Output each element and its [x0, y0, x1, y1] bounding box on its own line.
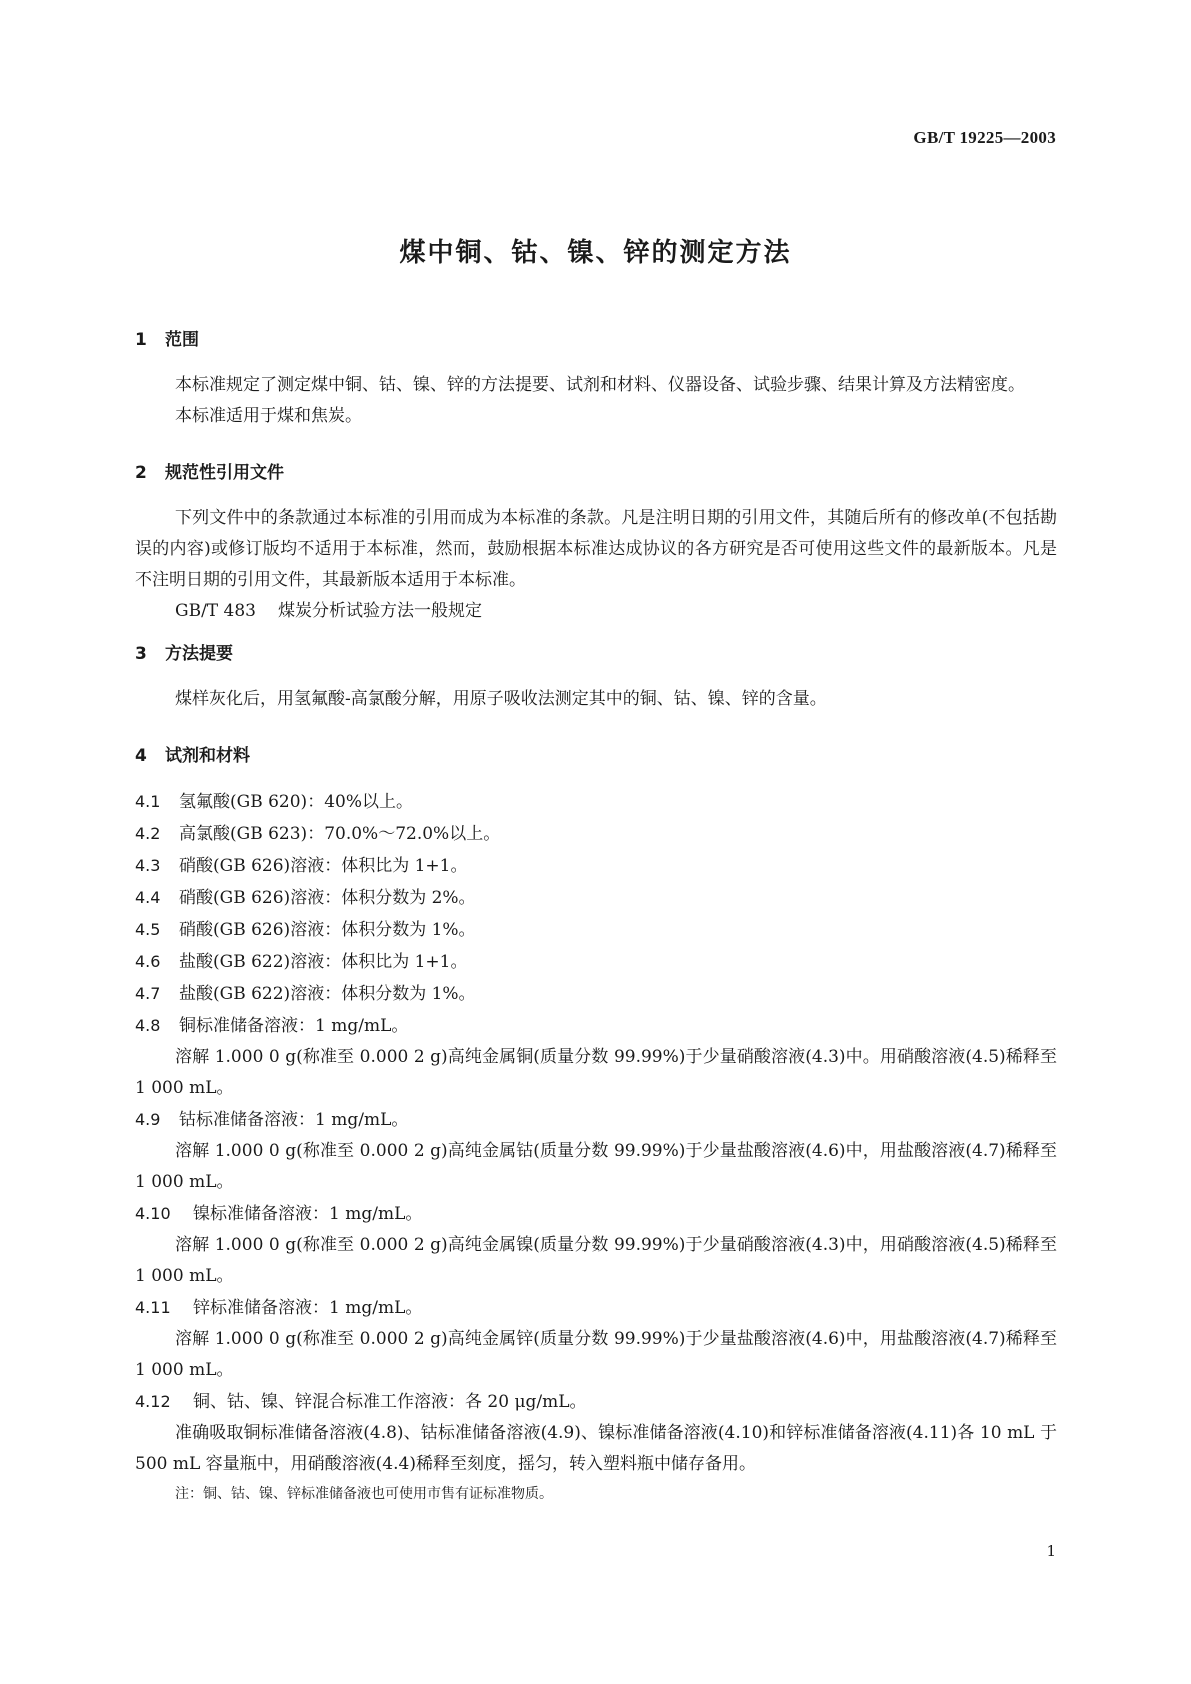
item-number: 4.11 [135, 1298, 171, 1317]
reagent-item-4-11-description: 溶解 1.000 0 g(称准至 0.000 2 g)高纯金属锌(质量分数 99.99%)于少量盐酸溶液(4.6)中，用盐酸溶液(4.7)稀释至 1 000 mL。 [135, 1329, 1057, 1380]
reagent-item-4-9-description: 溶解 1.000 0 g(称准至 0.000 2 g)高纯金属钴(质量分数 99.99%)于少量盐酸溶液(4.6)中，用盐酸溶液(4.7)稀释至 1 000 mL。 [135, 1141, 1057, 1192]
item-text: 盐酸(GB 622)溶液：体积比为 1+1。 [179, 952, 468, 972]
page-number: 1 [1046, 1542, 1056, 1560]
reference-title: 煤炭分析试验方法一般规定 [278, 601, 482, 621]
normative-reference [135, 596, 1057, 627]
item-number: 4.10 [135, 1204, 171, 1223]
section-2-paragraph-1: 下列文件中的条款通过本标准的引用而成为本标准的条款。凡是注明日期的引用文件，其随后所有的修改单(不包括勘误的内容)或修订版均不适用于本标准，然而，鼓励根据本标准达成协议的各方研究是否可使用这些文件的最新版本。凡是不注明日期的引用文件，其最新版本适用于本标准。 [135, 508, 1057, 590]
reagent-item-4-8 [135, 1010, 1057, 1042]
item-number: 4.1 [135, 792, 161, 811]
reagent-item-4-4 [135, 882, 1057, 914]
reagent-item-4-6 [135, 946, 1057, 978]
item-text: 硝酸(GB 626)溶液：体积分数为 1%。 [179, 920, 476, 940]
reagent-item-4-10-description: 溶解 1.000 0 g(称准至 0.000 2 g)高纯金属镍(质量分数 99.99%)于少量硝酸溶液(4.3)中，用硝酸溶液(4.5)稀释至 1 000 mL。 [135, 1235, 1057, 1286]
note: 注：铜、钴、镍、锌标准储备液也可使用市售有证标准物质。 [175, 1486, 553, 1502]
section-number: 1 [135, 330, 147, 350]
item-number: 4.7 [135, 984, 161, 1003]
reagent-item-4-11 [135, 1292, 1057, 1324]
item-text: 盐酸(GB 622)溶液：体积分数为 1%。 [179, 984, 476, 1004]
item-text: 氢氟酸(GB 620)：40%以上。 [179, 792, 413, 812]
item-number: 4.2 [135, 824, 161, 843]
item-text: 硝酸(GB 626)溶液：体积分数为 2%。 [179, 888, 476, 908]
item-text: 铜标准储备溶液：1 mg/mL。 [179, 1016, 409, 1036]
reference-code: GB/T 483 [175, 601, 256, 621]
item-text: 硝酸(GB 626)溶液：体积比为 1+1。 [179, 856, 468, 876]
item-text: 锌标准储备溶液：1 mg/mL。 [193, 1298, 423, 1318]
reagent-item-4-5 [135, 914, 1057, 946]
reagent-item-4-2 [135, 818, 1057, 850]
section-3-paragraph-1: 煤样灰化后，用氢氟酸-高氯酸分解，用原子吸收法测定其中的铜、钴、镍、锌的含量。 [175, 689, 827, 709]
reagent-item-4-7 [135, 978, 1057, 1010]
item-text: 高氯酸(GB 623)：70.0%～72.0%以上。 [179, 824, 501, 844]
section-1-paragraph-1: 本标准规定了测定煤中铜、钴、镍、锌的方法提要、试剂和材料、仪器设备、试验步骤、结果计算及方法精密度。 [175, 375, 1025, 395]
item-text: 铜、钴、镍、锌混合标准工作溶液：各 20 μg/mL。 [193, 1392, 587, 1412]
section-title: 方法提要 [165, 644, 233, 664]
item-text: 镍标准储备溶液：1 mg/mL。 [193, 1204, 423, 1224]
section-title: 范围 [165, 330, 199, 350]
section-number: 3 [135, 644, 147, 664]
reagent-item-4-8-description: 溶解 1.000 0 g(称准至 0.000 2 g)高纯金属铜(质量分数 99.99%)于少量硝酸溶液(4.3)中。用硝酸溶液(4.5)稀释至 1 000 mL。 [135, 1047, 1057, 1098]
document-body [135, 325, 1057, 1506]
item-number: 4.12 [135, 1392, 171, 1411]
item-number: 4.8 [135, 1016, 161, 1035]
reagent-item-4-3 [135, 850, 1057, 882]
reagent-item-4-1 [135, 786, 1057, 818]
section-3-heading [135, 639, 1057, 670]
section-4-heading [135, 741, 1057, 772]
item-text: 钴标准储备溶液：1 mg/mL。 [179, 1110, 409, 1130]
reagent-item-4-12-description: 准确吸取铜标准储备溶液(4.8)、钴标准储备溶液(4.9)、镍标准储备溶液(4.10)和锌标准储备溶液(4.11)各 10 mL 于 500 mL 容量瓶中，用硝酸溶液(4.4)稀释至刻度，摇匀，转入塑料瓶中储存备用。 [135, 1423, 1057, 1474]
section-1-heading [135, 325, 1057, 356]
item-number: 4.5 [135, 920, 161, 939]
section-title: 规范性引用文件 [165, 463, 284, 483]
section-2-heading [135, 458, 1057, 489]
reagent-item-4-12 [135, 1386, 1057, 1418]
reagent-item-4-9 [135, 1104, 1057, 1136]
item-number: 4.6 [135, 952, 161, 971]
item-number: 4.9 [135, 1110, 161, 1129]
item-number: 4.4 [135, 888, 161, 907]
item-number: 4.3 [135, 856, 161, 875]
reagent-item-4-10 [135, 1198, 1057, 1230]
document-title: 煤中铜、钴、镍、锌的测定方法 [399, 238, 792, 268]
section-number: 2 [135, 463, 147, 483]
section-1-paragraph-2: 本标准适用于煤和焦炭。 [175, 406, 362, 426]
section-number: 4 [135, 746, 147, 766]
section-title: 试剂和材料 [165, 746, 250, 766]
standard-code: GB/T 19225—2003 [913, 128, 1056, 147]
